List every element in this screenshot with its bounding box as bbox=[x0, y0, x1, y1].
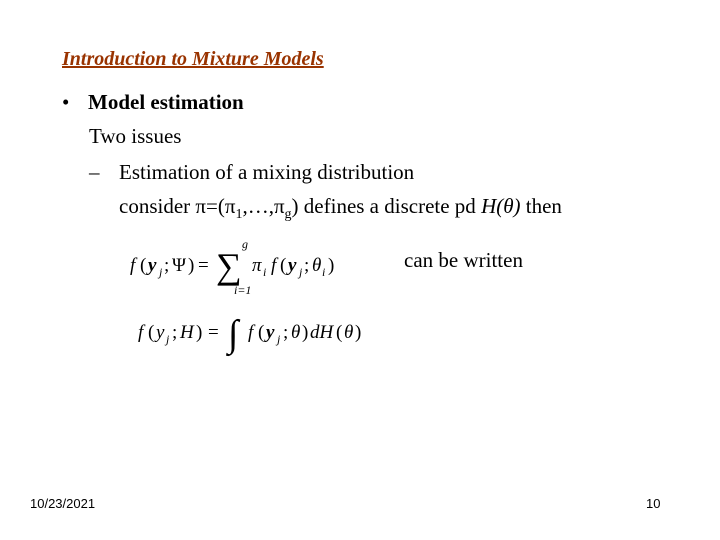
svg-text:y: y bbox=[156, 322, 165, 343]
bullet-symbol: • bbox=[62, 90, 70, 114]
svg-text:j: j bbox=[299, 265, 303, 279]
sum-upper-limit: g bbox=[242, 237, 248, 251]
sub-bullet-mixing bbox=[89, 160, 414, 185]
svg-text:θ: θ bbox=[291, 322, 301, 343]
svg-text:∫: ∫ bbox=[228, 313, 239, 355]
can-be-written-text: can be written bbox=[404, 248, 523, 272]
footer-date: 10/23/2021 bbox=[30, 496, 96, 511]
consider-sub-1: 1 bbox=[235, 207, 243, 223]
svg-text:): ) bbox=[355, 322, 362, 343]
svg-text:dH: dH bbox=[310, 322, 334, 343]
svg-text:f: f bbox=[138, 322, 144, 343]
svg-text:Ψ: Ψ bbox=[172, 255, 187, 276]
svg-text:i: i bbox=[263, 265, 267, 279]
consider-line bbox=[119, 194, 562, 223]
dash-symbol: – bbox=[89, 160, 100, 184]
sum-lower-limit: i=1 bbox=[234, 283, 252, 297]
consider-prefix: consider π=(π bbox=[119, 194, 236, 218]
svg-text:=: = bbox=[198, 255, 209, 276]
svg-text:π: π bbox=[252, 255, 262, 276]
svg-text:): ) bbox=[328, 255, 335, 276]
svg-text:y: y bbox=[148, 255, 157, 276]
svg-text:=: = bbox=[208, 322, 219, 343]
svg-text:;: ; bbox=[164, 255, 170, 276]
slide-title: Introduction to Mixture Models bbox=[62, 48, 324, 70]
equation-mixture-density bbox=[128, 236, 378, 303]
svg-text:(: ( bbox=[148, 322, 155, 343]
svg-text:j: j bbox=[277, 332, 281, 346]
svg-text:(: ( bbox=[336, 322, 343, 343]
two-issues-text: Two issues bbox=[89, 124, 182, 148]
svg-text:(: ( bbox=[140, 255, 147, 276]
svg-text:i: i bbox=[322, 265, 326, 279]
svg-text:(: ( bbox=[280, 255, 287, 276]
svg-text:;: ; bbox=[172, 322, 178, 343]
consider-italic-h: H(θ) bbox=[481, 194, 521, 218]
svg-text:f: f bbox=[248, 322, 254, 343]
consider-end: then bbox=[520, 194, 562, 218]
svg-text:θ: θ bbox=[344, 322, 354, 343]
svg-text:;: ; bbox=[304, 255, 310, 276]
consider-sub-g: g bbox=[284, 207, 292, 223]
svg-text:): ) bbox=[196, 322, 203, 343]
svg-text:θ: θ bbox=[312, 255, 322, 276]
svg-text:): ) bbox=[302, 322, 309, 343]
bullet-heading: Model estimation bbox=[88, 90, 244, 114]
svg-text:j: j bbox=[159, 265, 163, 279]
svg-text:f: f bbox=[130, 255, 136, 276]
svg-text:): ) bbox=[188, 255, 195, 276]
svg-text:;: ; bbox=[283, 322, 289, 343]
sub-bullet-text: Estimation of a mixing distribution bbox=[119, 160, 415, 184]
svg-text:H: H bbox=[180, 322, 194, 343]
equation-continuous-mixture bbox=[136, 308, 406, 365]
footer-page-number: 10 bbox=[646, 496, 661, 511]
svg-text:(: ( bbox=[258, 322, 265, 343]
svg-text:f: f bbox=[271, 255, 277, 276]
svg-text:y: y bbox=[266, 322, 275, 343]
consider-mid: ,…,π bbox=[242, 194, 285, 218]
bullet-model-estimation bbox=[62, 90, 244, 115]
svg-text:y: y bbox=[288, 255, 297, 276]
svg-text:j: j bbox=[166, 332, 170, 346]
svg-text:∑: ∑ bbox=[216, 246, 242, 286]
consider-suffix: ) defines a discrete pd bbox=[291, 194, 482, 218]
